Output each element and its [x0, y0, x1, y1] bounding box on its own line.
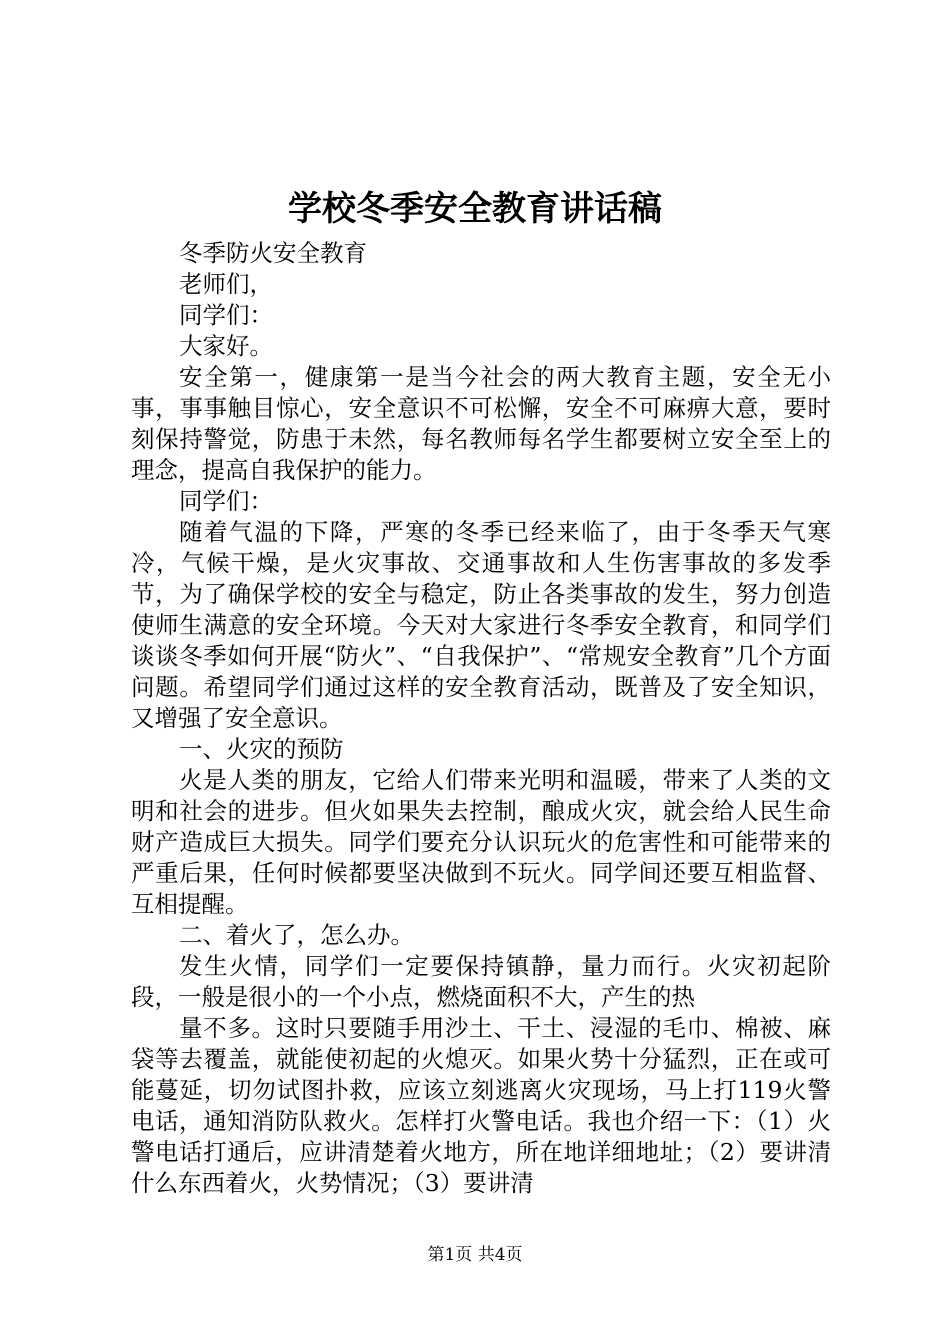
paragraph: 同学们： [179, 301, 273, 329]
paragraph: 随着气温的下降，严寒的冬季已经来临了，由于冬季天气寒冷，气候干燥，是火灾事故、交通事故和人生伤害事故的多发季节，为了确保学校的安全与稳定，防止各类事故的发生，努力创造使师生满意的安全环境。今天对大家进行冬季安全教育，和同学们谈谈冬季如何开展“防火”、“自我保护”、“常规安全教育”几个方面问题。希望同学们通过这样的安全教育活动，既普及了安全知识，又增强了安全意识。 [131, 518, 831, 732]
section-heading: 一、火灾的预防 [179, 735, 344, 763]
document-title: 学校冬季安全教育讲话稿 [288, 189, 662, 229]
paragraph: 安全第一，健康第一是当今社会的两大教育主题，安全无小事，事事触目惊心，安全意识不可松懈，安全不可麻痹大意，要时刻保持警觉，防患于未然，每名教师每名学生都要树立安全至上的理念，提高自我保护的能力。 [131, 363, 831, 484]
section-heading: 二、着火了，怎么办。 [179, 921, 414, 949]
paragraph: 发生火情，同学们一定要保持镇静，量力而行。火灾初起阶段，一般是很小的一个小点，燃烧面积不大，产生的热 [131, 952, 831, 1011]
paragraph: 火是人类的朋友，它给人们带来光明和温暖，带来了人类的文明和社会的进步。但火如果失去控制，酿成火灾，就会给人民生命财产造成巨大损失。同学们要充分认识玩火的危害性和可能带来的严重后果，任何时候都要坚决做到不玩火。同学间还要互相监督、互相提醒。 [131, 766, 831, 918]
page-footer: 第1页 共4页 [427, 1245, 523, 1265]
paragraph: 老师们， [179, 270, 273, 298]
document-body [131, 238, 831, 1199]
paragraph: 大家好。 [179, 332, 273, 360]
paragraph: 同学们： [179, 487, 273, 515]
paragraph: 量不多。这时只要随手用沙土、干土、浸湿的毛巾、棉被、麻袋等去覆盖，就能使初起的火熄灭。如果火势十分猛烈，正在或可能蔓延，切勿试图扑救，应该立刻逃离火灾现场，马上打119火警电话，通知消防队救火。怎样打火警电话。我也介绍一下：（1）火警电话打通后，应讲清楚着火地方，所在地详细地址；（2）要讲清什么东西着火，火势情况；（3）要讲清 [131, 1014, 831, 1197]
paragraph: 冬季防火安全教育 [179, 239, 367, 267]
